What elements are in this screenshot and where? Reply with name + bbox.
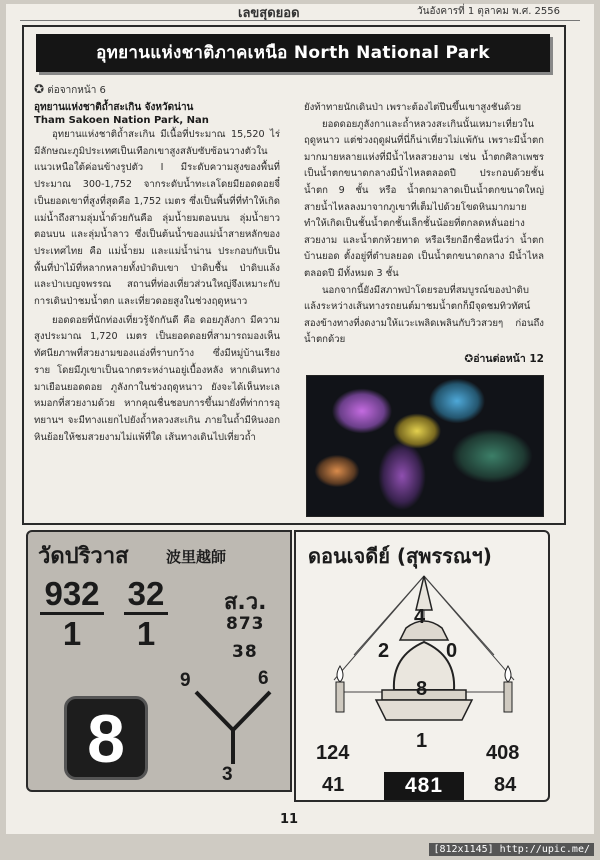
don-number: 408 bbox=[486, 742, 520, 764]
y-fork-lines bbox=[178, 660, 288, 790]
don-highlight-number: 481 bbox=[384, 772, 464, 800]
fraction-numerator: 32 bbox=[127, 575, 165, 612]
article-paragraph: นอกจากนี้ยังมีสภาพป่าโดยรอบที่สมบูรณ์ของป่าดิบแล้งระหว่างเส้นทางรถยนต์มาชมน้ำตกก็มีจุดชมทิวทัศน์สองข้างทางที่งดงามให้แวะเพลิดเพลินกับวิวสวยๆ ก่อนถึงน้ำตกด้วย bbox=[304, 284, 544, 346]
flower-bullet-icon: ✪ bbox=[34, 82, 45, 96]
continued-from: ✪ ต่อจากหน้า 6 bbox=[34, 82, 106, 96]
don-digit-right: 0 bbox=[446, 640, 458, 662]
fraction-denominator: 1 bbox=[62, 615, 82, 652]
don-number: 84 bbox=[494, 774, 517, 796]
article-paragraph: อุทยานแห่งชาติถ้ำสะเกิน มีเนื้อที่ประมาณ 15,520 ไร่ มีลักษณะภูมิประเทศเป็นเทือกเขาสูงสลับซับซ้อนวางตัวในแนวเหนือใต้ค่อนข้างรูปตัว I มีระดับความสูงของพื้นที่ประมาณ 300-1,752 จากระดับน้ำทะเลโดยมียอดดอยจี๋ เป็นยอดเขาที่สูงที่สุดคือ 1,752 เมตร ซึ่งเป็นพื้นที่ที่ทำให้เกิดแม่น้ำถึงสามลุ่มน้ำด้วยกันคือ ลุ่มน้ำยมตอนบน ลุ่มน้ำยาวตอนบน และลุ่มน้ำลาว ซึ่งเป็นต้นน้ำของแม่น้ำสายหลักของประเทศไทย คือ แม่น้ำยม และแม่น้ำน่าน ประกอบกับเป็นพื้นที่ป่าไม้ที่หลากหลายทั้งป่าดิบเขา ป่าดิบชื้น ป่าดิบแล้ง และป่าเบญจพรรณ สถานที่ท่องเที่ยวส่วนใหญ่จึงเหมาะกับการเดินป่าชมน้ำตก และเที่ยวดอยสูงในช่วงฤดูหนาว bbox=[34, 129, 280, 308]
stupa-illustration bbox=[324, 570, 524, 740]
subtitle-thai: อุทยานแห่งชาติถ้ำสะเกิน จังหวัดน่าน bbox=[34, 102, 194, 113]
wat-parivas-box bbox=[26, 530, 292, 792]
don-number: 124 bbox=[316, 742, 350, 764]
highlight-digit: 8 bbox=[64, 696, 148, 780]
fraction-32 bbox=[122, 576, 170, 653]
article-paragraph: ยังท้าทายนักเดินป่า เพราะต้องไต่ปีนขึ้นเขาสูงชันด้วย bbox=[304, 102, 522, 113]
fraction-numerator: 932 bbox=[44, 575, 100, 612]
don-digit-top: 4 bbox=[414, 606, 426, 628]
wat-title: วัดปริวาส bbox=[38, 544, 129, 569]
don-digit-left: 2 bbox=[378, 640, 390, 662]
fork-digit-bottom: 3 bbox=[222, 764, 233, 785]
sv-label: ส.ว. bbox=[224, 590, 267, 615]
don-chedi-box bbox=[294, 530, 550, 802]
fork-digit-left: 9 bbox=[180, 670, 191, 691]
continued-next: ✪อ่านต่อหน้า 12 bbox=[304, 350, 544, 362]
article-left-column bbox=[34, 82, 280, 518]
wat-chinese-title: 波里越師 bbox=[166, 548, 227, 566]
sv-number: 38 bbox=[232, 642, 258, 662]
issue-date: วันอังคารที่ 1 ตุลาคม พ.ศ. 2556 bbox=[417, 6, 560, 17]
don-digit-base: 1 bbox=[416, 730, 428, 752]
don-chedi-title: ดอนเจดีย์ (สุพรรณฯ) bbox=[308, 544, 492, 568]
page-number: 11 bbox=[280, 812, 299, 827]
masthead: เลขสุดยอด bbox=[238, 6, 300, 21]
image-credit: [812x1145] http://upic.me/ bbox=[429, 843, 594, 856]
article-right-column bbox=[304, 100, 544, 362]
don-digit-center: 8 bbox=[416, 678, 428, 700]
cave-photo bbox=[306, 375, 544, 517]
header-divider bbox=[20, 20, 580, 21]
article-paragraph: ยอดดอยที่นักท่องเที่ยวรู้จักกันดี คือ ดอยภูลังกา มีความสูงประมาณ 1,720 เมตร เป็นยอดดอยที่สามารถมองเห็นทัศนียภาพที่สวยงามของแอ่งที่ราบกว้าง ซึ่งมีหมู่บ้านเรียงราย โดยมีภูเขาเป็นฉากตระหง่านอยู่เบื้องหลัง หากเดินทางมาเยือนยอดดอย ภูลังกาในช่วงฤดูหนาว ยังจะได้เห็นทะเลหมอกที่สวยงามด้วย หากคุณชื่นชอบการขึ้นมายังที่ท่าการอุทยานฯ จะมีทางแยกไปยังถ้ำหลวงสะเกิน ภายในถ้ำมีหินงอกหินย้อยให้ชมสวยงามไม่แพ้ที่ใด เส้นทางเดินไปเที่ยวถ้ำ bbox=[34, 314, 280, 443]
fork-digit-right: 6 bbox=[258, 668, 269, 689]
fraction-932 bbox=[38, 576, 106, 653]
flower-bullet-icon: ✪ bbox=[464, 352, 474, 362]
don-number: 41 bbox=[322, 774, 345, 796]
article-paragraph: ยอดดอยภูลังกาและถ้ำหลวงสะเกินนั้นเหมาะเที่ยวในฤดูหนาว แต่ช่วงฤดูฝนที่นี่ก็น่าเที่ยวไม่แพ้กัน เพราะมีน้ำตกมากมายหลายแห่งที่มีน้ำไหลสวยงาม เช่น น้ำตกศิลาเพชร เป็นน้ำตกขนาดกลางมีน้ำไหลตลอดปี ประกอบด้วยชั้นน้ำตก 9 ชั้น หรือ น้ำตกมาลาดเป็นน้ำตกขนาดใหญ่ สายน้ำไหลลงมาจากภูเขาที่เต็มไปด้วยโขดหินมากมายทำให้เกิดเป็นชั้นน้ำตกชั้นเล็กชั้นน้อยที่ตกลดหลั่นอย่างสวยงาม และน้ำตกห้วยทาด หรือเรียกอีกชื่อหนึ่งว่า น้ำตกบ้านยอด ตั้งอยู่ที่ตำบลยอด เป็นน้ำตกขนาดกลาง มีน้ำไหลตลอดปี มีทั้งหมด 3 ชั้น bbox=[304, 118, 544, 279]
sv-number: 873 bbox=[226, 614, 265, 634]
fraction-denominator: 1 bbox=[136, 615, 156, 652]
article-title: อุทยานแห่งชาติภาคเหนือ North National Park bbox=[36, 34, 550, 72]
subtitle-english: Tham Sakoen Nation Park, Nan bbox=[34, 115, 209, 126]
